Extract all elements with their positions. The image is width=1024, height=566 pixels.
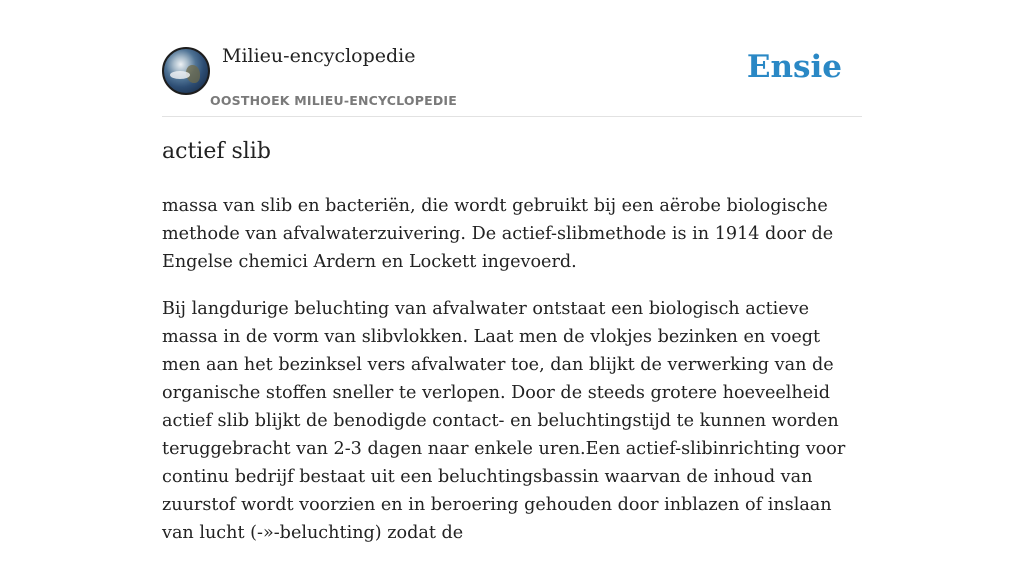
site-name[interactable]: Milieu-encyclopedie [222,45,416,67]
brand-logo-link[interactable]: Ensie [746,49,842,85]
earth-globe-icon[interactable] [162,47,210,95]
entry-body [162,192,864,566]
entry-paragraph-1: massa van slib en bacteriën, die wordt gebruikt bij een aërobe biologische methode van afvalwaterzuivering. De actief-slibmethode is in 1914 door de Engelse chemici Ardern en Lockett ingevoerd. [162,196,834,272]
site-subtitle: OOSTHOEK MILIEU-ENCYCLOPEDIE [210,93,457,108]
site-header [162,0,862,117]
logo-cloud-shape [170,71,190,79]
entry-paragraph-2: Bij langdurige beluchting van afvalwater ontstaat een biologisch actieve massa in de vorm van slibvlokken. Laat men de vlokjes bezinken en voegt men aan het bezinksel vers afvalwater toe, dan blijkt de verwerking van de organische stoffen sneller te verlopen. Door de steeds grotere hoeveelheid actief slib blijkt de benodigde contact- en beluchtingstijd te kunnen worden teruggebracht van 2-3 dagen naar enkele uren.Een actief-slibinrichting voor continu bedrijf bestaat uit een beluchtingsbassin waarvan de inhoud van zuurstof wordt voorzien en in beroering gehouden door inblazen of inslaan van lucht (-»-beluchting) zodat de [162,299,846,543]
entry-title: actief slib [162,139,271,164]
